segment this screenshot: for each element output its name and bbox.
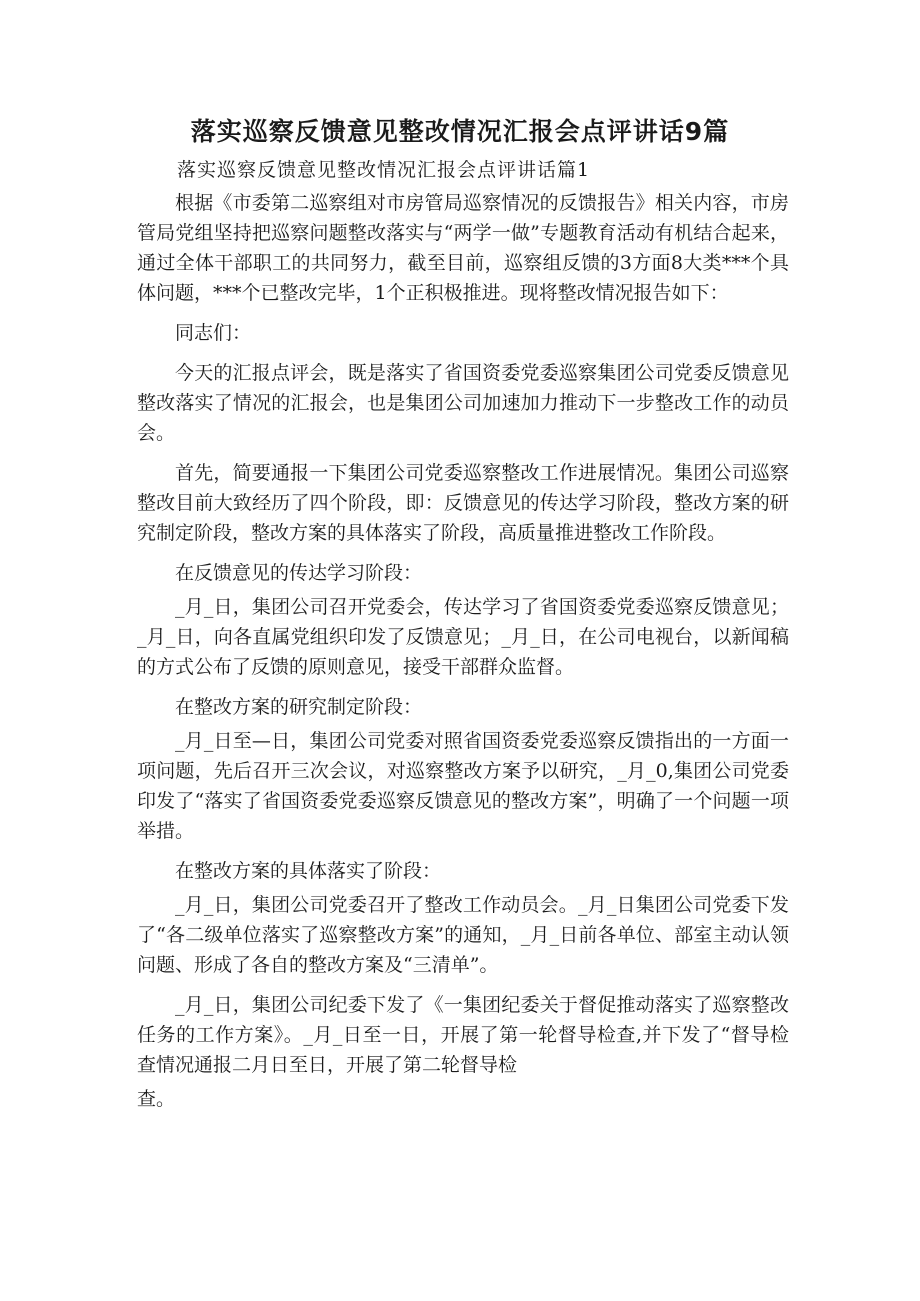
paragraph: 在整改方案的研究制定阶段： [175,696,423,718]
paragraph: 在整改方案的具体落实了阶段： [175,860,442,882]
paragraph: _月_日，集团公司召开党委会，传达学习了省国资委党委巡察反馈意见；_月_日，向各直属党组织印发了反馈意见；_月_日，在公司电视台，以新闻稿的方式公布了反馈的原则意见，接受干部群众监督。 [137,596,789,678]
document-subtitle: 落实巡察反馈意见整改情况汇报会点评讲话篇1 [177,159,591,181]
paragraph: 首先，简要通报一下集团公司党委巡察整改工作进展情况。集团公司巡察整改目前大致经历了四个阶段，即：反馈意见的传达学习阶段，整改方案的研究制定阶段，整改方案的具体落实了阶段，高质量推进整改工作阶段。 [137,462,789,544]
document-body [137,188,789,1124]
paragraph: 同志们： [175,322,252,344]
paragraph: 根据《市委第二巡察组对市房管局巡察情况的反馈报告》相关内容，市房管局党组坚持把巡察问题整改落实与“两学一做”专题教育活动有机结合起来，通过全体干部职工的共同努力，截至目前，巡察组反馈的3方面8大类***个具体问题，***个已整改完毕，1个正积极推进。现将整改情况报告如下： [137,192,789,304]
paragraph: 今天的汇报点评会，既是落实了省国资委党委巡察集团公司党委反馈意见整改落实了情况的汇报会，也是集团公司加速加力推动下一步整改工作的动员会。 [137,362,789,444]
paragraph: 在反馈意见的传达学习阶段： [175,562,423,584]
paragraph: _月_日，集团公司党委召开了整改工作动员会。_月_日集团公司党委下发了“各二级单位落实了巡察整改方案”的通知，_月_日前各单位、部室主动认领问题、形成了各自的整改方案及“三清单”。 [137,894,789,976]
paragraph-trailing: 查。 [137,1088,176,1110]
paragraph: _月_日至—日，集团公司党委对照省国资委党委巡察反馈指出的一方面一项问题，先后召开三次会议，对巡察整改方案予以研究，_月_0,集团公司党委印发了“落实了省国资委党委巡察反馈意见的整改方案”，明确了一个问题一项举措。 [137,730,789,842]
document-title: 落实巡察反馈意见整改情况汇报会点评讲话9篇 [190,117,730,146]
paragraph: _月_日，集团公司纪委下发了《一集团纪委关于督促推动落实了巡察整改任务的工作方案》。_月_日至一日，开展了第一轮督导检查,并下发了“督导检查情况通报二月日至日，开展了第二轮督导检 [137,994,789,1076]
